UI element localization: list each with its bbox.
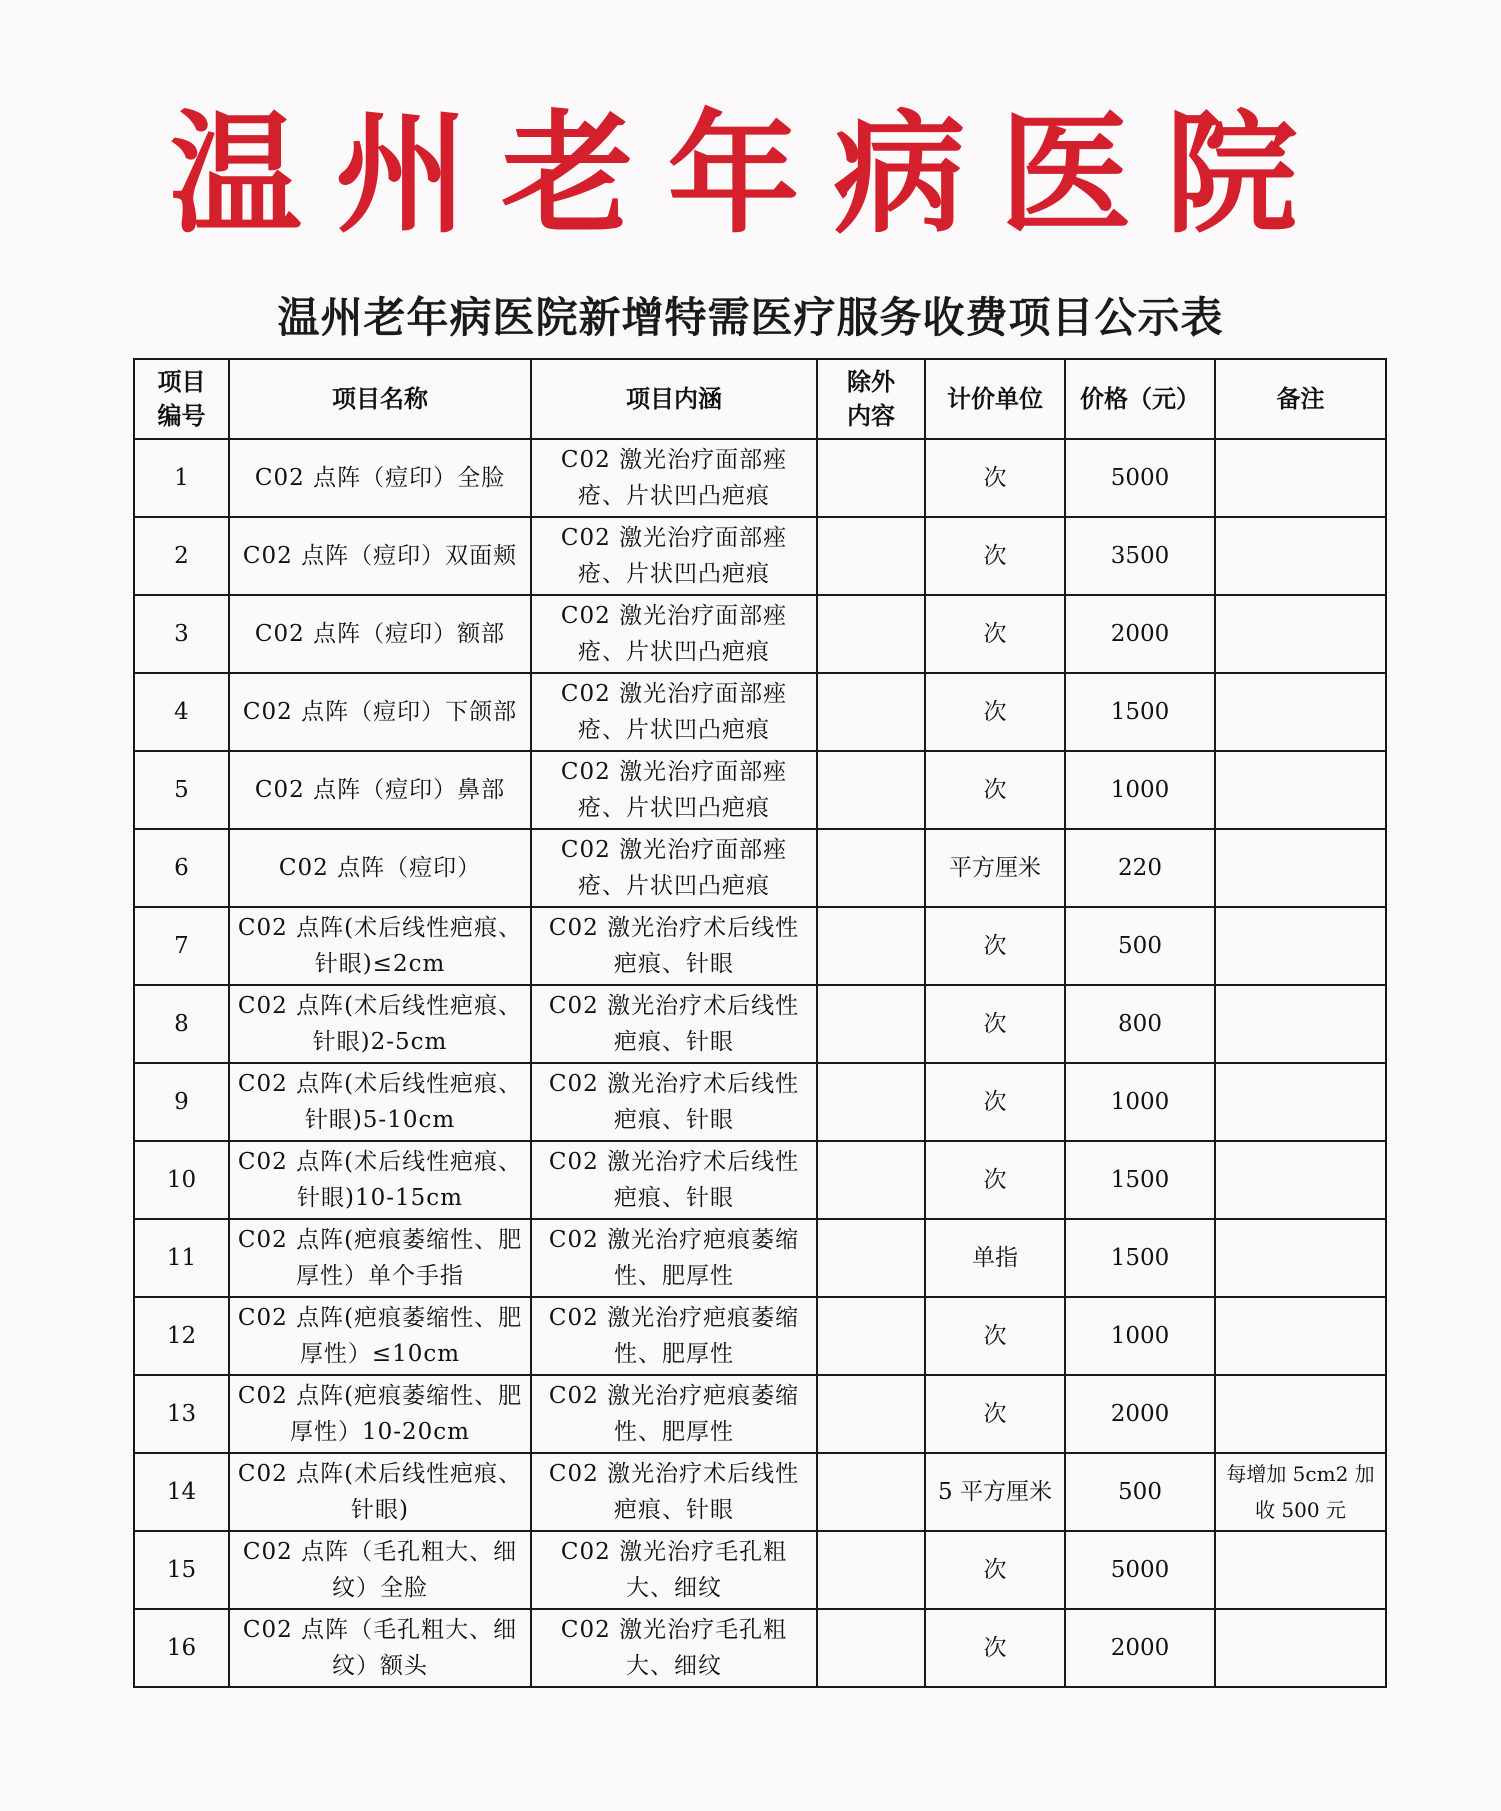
content-cell: C02 激光治疗术后线性疤痕、针眼 bbox=[531, 985, 817, 1063]
table-header-row bbox=[134, 359, 1386, 439]
table-row bbox=[134, 1375, 1386, 1453]
name-cell: C02 点阵（痘印） bbox=[229, 829, 531, 907]
unit-cell: 次 bbox=[925, 673, 1065, 751]
exclude-cell bbox=[817, 751, 925, 829]
name-cell: C02 点阵（毛孔粗大、细纹）全脸 bbox=[229, 1531, 531, 1609]
id-cell: 4 bbox=[134, 673, 229, 751]
unit-cell: 次 bbox=[925, 1063, 1065, 1141]
id-cell: 3 bbox=[134, 595, 229, 673]
id-cell: 10 bbox=[134, 1141, 229, 1219]
content-cell: C02 激光治疗面部痤疮、片状凹凸疤痕 bbox=[531, 829, 817, 907]
id-cell: 9 bbox=[134, 1063, 229, 1141]
name-cell: C02 点阵(疤痕萎缩性、肥厚性）10-20cm bbox=[229, 1375, 531, 1453]
exclude-cell bbox=[817, 673, 925, 751]
id-cell: 1 bbox=[134, 439, 229, 517]
id-cell: 11 bbox=[134, 1219, 229, 1297]
note-cell bbox=[1215, 517, 1386, 595]
note-cell bbox=[1215, 1219, 1386, 1297]
note-cell bbox=[1215, 1063, 1386, 1141]
table-row bbox=[134, 517, 1386, 595]
content-cell: C02 激光治疗毛孔粗大、细纹 bbox=[531, 1609, 817, 1687]
exclude-cell bbox=[817, 595, 925, 673]
exclude-cell bbox=[817, 907, 925, 985]
table-row bbox=[134, 985, 1386, 1063]
id-cell: 13 bbox=[134, 1375, 229, 1453]
content-cell: C02 激光治疗面部痤疮、片状凹凸疤痕 bbox=[531, 517, 817, 595]
name-cell: C02 点阵（痘印）鼻部 bbox=[229, 751, 531, 829]
id-cell: 2 bbox=[134, 517, 229, 595]
header-note: 备注 bbox=[1215, 359, 1386, 439]
note-cell bbox=[1215, 439, 1386, 517]
content-cell: C02 激光治疗面部痤疮、片状凹凸疤痕 bbox=[531, 439, 817, 517]
note-cell: 每增加 5cm2 加收 500 元 bbox=[1215, 1453, 1386, 1531]
unit-cell: 次 bbox=[925, 517, 1065, 595]
note-cell bbox=[1215, 1609, 1386, 1687]
unit-cell: 次 bbox=[925, 985, 1065, 1063]
name-cell: C02 点阵(术后线性疤痕、针眼)5-10cm bbox=[229, 1063, 531, 1141]
price-cell: 2000 bbox=[1065, 1609, 1215, 1687]
price-cell: 220 bbox=[1065, 829, 1215, 907]
price-cell: 2000 bbox=[1065, 595, 1215, 673]
exclude-cell bbox=[817, 1219, 925, 1297]
id-cell: 16 bbox=[134, 1609, 229, 1687]
header-content: 项目内涵 bbox=[531, 359, 817, 439]
content-cell: C02 激光治疗术后线性疤痕、针眼 bbox=[531, 1141, 817, 1219]
table-row bbox=[134, 595, 1386, 673]
header-exclude: 除外内容 bbox=[817, 359, 925, 439]
table-row bbox=[134, 1297, 1386, 1375]
price-cell: 2000 bbox=[1065, 1375, 1215, 1453]
table-row bbox=[134, 829, 1386, 907]
table-row bbox=[134, 1531, 1386, 1609]
content-cell: C02 激光治疗术后线性疤痕、针眼 bbox=[531, 1063, 817, 1141]
unit-cell: 次 bbox=[925, 439, 1065, 517]
unit-cell: 次 bbox=[925, 1531, 1065, 1609]
price-cell: 500 bbox=[1065, 907, 1215, 985]
unit-cell: 单指 bbox=[925, 1219, 1065, 1297]
name-cell: C02 点阵(术后线性疤痕、针眼)10-15cm bbox=[229, 1141, 531, 1219]
price-cell: 3500 bbox=[1065, 517, 1215, 595]
table-row bbox=[134, 1063, 1386, 1141]
exclude-cell bbox=[817, 1609, 925, 1687]
price-cell: 1500 bbox=[1065, 673, 1215, 751]
table-body bbox=[134, 439, 1386, 1687]
fee-table bbox=[133, 358, 1387, 1688]
table-row bbox=[134, 1609, 1386, 1687]
table-row bbox=[134, 907, 1386, 985]
table-row bbox=[134, 1219, 1386, 1297]
name-cell: C02 点阵（痘印）全脸 bbox=[229, 439, 531, 517]
content-cell: C02 激光治疗面部痤疮、片状凹凸疤痕 bbox=[531, 673, 817, 751]
header-name: 项目名称 bbox=[229, 359, 531, 439]
id-cell: 7 bbox=[134, 907, 229, 985]
exclude-cell bbox=[817, 1375, 925, 1453]
note-cell bbox=[1215, 1297, 1386, 1375]
hospital-letterhead: 温州老年病医院 bbox=[169, 97, 1332, 252]
note-cell bbox=[1215, 595, 1386, 673]
table-row bbox=[134, 1141, 1386, 1219]
price-cell: 1500 bbox=[1065, 1219, 1215, 1297]
price-cell: 5000 bbox=[1065, 1531, 1215, 1609]
exclude-cell bbox=[817, 1531, 925, 1609]
price-cell: 5000 bbox=[1065, 439, 1215, 517]
content-cell: C02 激光治疗面部痤疮、片状凹凸疤痕 bbox=[531, 595, 817, 673]
id-cell: 8 bbox=[134, 985, 229, 1063]
exclude-cell bbox=[817, 1453, 925, 1531]
note-cell bbox=[1215, 829, 1386, 907]
content-cell: C02 激光治疗疤痕萎缩性、肥厚性 bbox=[531, 1375, 817, 1453]
content-cell: C02 激光治疗面部痤疮、片状凹凸疤痕 bbox=[531, 751, 817, 829]
unit-cell: 次 bbox=[925, 907, 1065, 985]
unit-cell: 5 平方厘米 bbox=[925, 1453, 1065, 1531]
unit-cell: 次 bbox=[925, 1609, 1065, 1687]
note-cell bbox=[1215, 751, 1386, 829]
exclude-cell bbox=[817, 829, 925, 907]
note-cell bbox=[1215, 1375, 1386, 1453]
name-cell: C02 点阵（痘印）额部 bbox=[229, 595, 531, 673]
name-cell: C02 点阵(术后线性疤痕、针眼)≤2cm bbox=[229, 907, 531, 985]
table-row bbox=[134, 751, 1386, 829]
id-cell: 14 bbox=[134, 1453, 229, 1531]
id-cell: 5 bbox=[134, 751, 229, 829]
id-cell: 15 bbox=[134, 1531, 229, 1609]
name-cell: C02 点阵(疤痕萎缩性、肥厚性）单个手指 bbox=[229, 1219, 531, 1297]
name-cell: C02 点阵(术后线性疤痕、针眼) bbox=[229, 1453, 531, 1531]
note-cell bbox=[1215, 673, 1386, 751]
unit-cell: 平方厘米 bbox=[925, 829, 1065, 907]
table-row bbox=[134, 673, 1386, 751]
price-cell: 1000 bbox=[1065, 1297, 1215, 1375]
exclude-cell bbox=[817, 1141, 925, 1219]
content-cell: C02 激光治疗术后线性疤痕、针眼 bbox=[531, 907, 817, 985]
table-row bbox=[134, 1453, 1386, 1531]
content-cell: C02 激光治疗术后线性疤痕、针眼 bbox=[531, 1453, 817, 1531]
header-price: 价格（元） bbox=[1065, 359, 1215, 439]
content-cell: C02 激光治疗疤痕萎缩性、肥厚性 bbox=[531, 1219, 817, 1297]
name-cell: C02 点阵(疤痕萎缩性、肥厚性）≤10cm bbox=[229, 1297, 531, 1375]
price-cell: 500 bbox=[1065, 1453, 1215, 1531]
price-cell: 1000 bbox=[1065, 1063, 1215, 1141]
content-cell: C02 激光治疗毛孔粗大、细纹 bbox=[531, 1531, 817, 1609]
exclude-cell bbox=[817, 985, 925, 1063]
id-cell: 6 bbox=[134, 829, 229, 907]
header-unit: 计价单位 bbox=[925, 359, 1065, 439]
name-cell: C02 点阵（痘印）下颌部 bbox=[229, 673, 531, 751]
exclude-cell bbox=[817, 1063, 925, 1141]
unit-cell: 次 bbox=[925, 1141, 1065, 1219]
table-row bbox=[134, 439, 1386, 517]
exclude-cell bbox=[817, 1297, 925, 1375]
unit-cell: 次 bbox=[925, 1375, 1065, 1453]
note-cell bbox=[1215, 1531, 1386, 1609]
unit-cell: 次 bbox=[925, 1297, 1065, 1375]
name-cell: C02 点阵（痘印）双面颊 bbox=[229, 517, 531, 595]
price-cell: 1500 bbox=[1065, 1141, 1215, 1219]
header-id: 项目编号 bbox=[134, 359, 229, 439]
document-title: 温州老年病医院新增特需医疗服务收费项目公示表 bbox=[277, 293, 1224, 342]
name-cell: C02 点阵(术后线性疤痕、针眼)2-5cm bbox=[229, 985, 531, 1063]
unit-cell: 次 bbox=[925, 751, 1065, 829]
exclude-cell bbox=[817, 517, 925, 595]
id-cell: 12 bbox=[134, 1297, 229, 1375]
content-cell: C02 激光治疗疤痕萎缩性、肥厚性 bbox=[531, 1297, 817, 1375]
note-cell bbox=[1215, 985, 1386, 1063]
name-cell: C02 点阵（毛孔粗大、细纹）额头 bbox=[229, 1609, 531, 1687]
note-cell bbox=[1215, 907, 1386, 985]
unit-cell: 次 bbox=[925, 595, 1065, 673]
exclude-cell bbox=[817, 439, 925, 517]
note-cell bbox=[1215, 1141, 1386, 1219]
price-cell: 1000 bbox=[1065, 751, 1215, 829]
price-cell: 800 bbox=[1065, 985, 1215, 1063]
